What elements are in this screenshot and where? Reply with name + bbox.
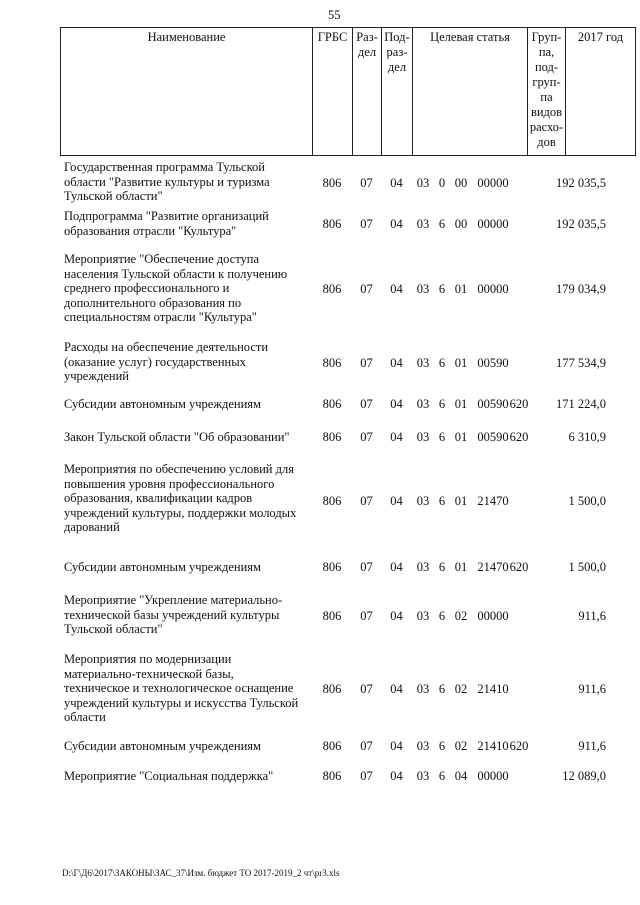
row-name: Мероприятие "Социальная поддержка"	[64, 769, 274, 783]
row-target-direction: 00000	[477, 609, 509, 623]
row-razdel: 07	[360, 682, 373, 696]
row-razdel: 07	[360, 609, 373, 623]
row-podrazdel: 04	[390, 609, 403, 623]
row-podrazdel: 04	[390, 430, 403, 444]
header-gruppa: Груп- па, под- груп- па видов расхо- дов	[528, 28, 566, 156]
row-target-program: 03	[416, 609, 430, 623]
row-name: Мероприятие "Обеспечение доступа населения Тульской области к получению среднего профессионального и дополнительного образования по специальностям отрасли "Культура"	[64, 252, 288, 324]
row-podrazdel: 04	[390, 282, 403, 296]
footer-file-path: D:\Г\Д6\2017\ЗАКОНЫ\ЗАС_37\Изм. бюджет ТО 2017-2019_2 чт\рr3.xls	[62, 868, 340, 878]
row-target-program: 03	[416, 430, 430, 444]
row-razdel: 07	[360, 430, 373, 444]
row-target-direction: 00000	[477, 769, 509, 783]
row-sum: 192 035,5	[556, 176, 606, 190]
row-sum: 179 034,9	[556, 282, 606, 296]
row-grbs: 806	[322, 769, 342, 783]
row-sum: 171 224,0	[556, 397, 606, 411]
row-sum: 177 534,9	[556, 356, 606, 370]
row-target-program: 03	[416, 494, 430, 508]
row-target-subprogram: 6	[438, 282, 446, 296]
row-target-subprogram: 0	[438, 176, 446, 190]
row-target-direction: 21470	[477, 560, 509, 574]
page-number: 55	[328, 8, 341, 22]
row-target-direction: 21410	[477, 682, 509, 696]
row-target-event: 00	[454, 176, 468, 190]
row-name: Государственная программа Тульской области "Развитие культуры и туризма Тульской области"	[64, 160, 270, 203]
row-sum: 1 500,0	[568, 560, 606, 574]
row-grbs: 806	[322, 682, 342, 696]
row-podrazdel: 04	[390, 217, 403, 231]
row-grbs: 806	[322, 217, 342, 231]
row-target-event: 01	[454, 430, 468, 444]
row-name: Мероприятия по обеспечению условий для повышения уровня профессионального образования, квалификации кадров учреждений культуры, поддержки молодых дарований	[64, 462, 297, 534]
row-target-direction: 00000	[477, 217, 509, 231]
row-grbs: 806	[322, 397, 342, 411]
row-target-subprogram: 6	[438, 609, 446, 623]
row-razdel: 07	[360, 739, 373, 753]
row-target-subprogram: 6	[438, 494, 446, 508]
row-target-program: 03	[416, 682, 430, 696]
row-podrazdel: 04	[390, 560, 403, 574]
row-grbs: 806	[322, 609, 342, 623]
row-name: Субсидии автономным учреждениям	[64, 739, 261, 753]
header-razdel: Раз- дел	[353, 28, 382, 156]
row-name: Подпрограмма "Развитие организаций образования отрасли "Культура"	[64, 209, 269, 238]
row-razdel: 07	[360, 494, 373, 508]
row-podrazdel: 04	[390, 494, 403, 508]
row-grbs: 806	[322, 176, 342, 190]
row-target-subprogram: 6	[438, 430, 446, 444]
row-target-event: 02	[454, 609, 468, 623]
row-target-event: 00	[454, 217, 468, 231]
row-target-event: 04	[454, 769, 468, 783]
row-target-program: 03	[416, 769, 430, 783]
row-target-event: 01	[454, 560, 468, 574]
row-name: Расходы на обеспечение деятельности (оказание услуг) государственных учреждений	[64, 340, 269, 383]
row-grbs: 806	[322, 494, 342, 508]
row-podrazdel: 04	[390, 176, 403, 190]
row-name: Мероприятие "Укрепление материально- технической базы учреждений культуры Тульской области"	[64, 593, 283, 636]
row-podrazdel: 04	[390, 739, 403, 753]
row-group: 620	[509, 397, 529, 411]
row-grbs: 806	[322, 282, 342, 296]
row-sum: 12 089,0	[562, 769, 606, 783]
row-target-subprogram: 6	[438, 560, 446, 574]
header-year: 2017 год	[566, 28, 636, 156]
row-target-program: 03	[416, 176, 430, 190]
header-grbs: ГРБС	[313, 28, 353, 156]
row-name: Мероприятия по модернизации материально-технической базы, техническое и технологическое оснащение учреждений культуры и искусства Тульской области	[64, 652, 299, 724]
row-target-program: 03	[416, 217, 430, 231]
row-group: 620	[509, 560, 529, 574]
row-podrazdel: 04	[390, 769, 403, 783]
row-razdel: 07	[360, 769, 373, 783]
row-sum: 911,6	[578, 739, 606, 753]
row-grbs: 806	[322, 356, 342, 370]
row-grbs: 806	[322, 739, 342, 753]
row-podrazdel: 04	[390, 397, 403, 411]
row-target-direction: 21470	[477, 494, 509, 508]
row-target-program: 03	[416, 282, 430, 296]
row-razdel: 07	[360, 397, 373, 411]
row-target-event: 01	[454, 494, 468, 508]
row-target-direction: 00590	[477, 356, 509, 370]
row-grbs: 806	[322, 430, 342, 444]
row-razdel: 07	[360, 217, 373, 231]
row-razdel: 07	[360, 356, 373, 370]
row-grbs: 806	[322, 560, 342, 574]
row-razdel: 07	[360, 176, 373, 190]
row-target-program: 03	[416, 560, 430, 574]
row-target-direction: 00000	[477, 282, 509, 296]
row-target-subprogram: 6	[438, 739, 446, 753]
row-sum: 1 500,0	[568, 494, 606, 508]
row-target-event: 01	[454, 397, 468, 411]
header-name: Наименование	[61, 28, 313, 156]
row-name: Закон Тульской области "Об образовании"	[64, 430, 290, 444]
row-podrazdel: 04	[390, 356, 403, 370]
row-group: 620	[509, 430, 529, 444]
row-target-subprogram: 6	[438, 397, 446, 411]
row-sum: 911,6	[578, 682, 606, 696]
row-target-event: 02	[454, 739, 468, 753]
row-target-program: 03	[416, 356, 430, 370]
header-podrazdel: Под- раз- дел	[382, 28, 413, 156]
row-target-direction: 21410	[477, 739, 509, 753]
row-name: Субсидии автономным учреждениям	[64, 560, 261, 574]
row-podrazdel: 04	[390, 682, 403, 696]
row-target-subprogram: 6	[438, 356, 446, 370]
row-target-program: 03	[416, 397, 430, 411]
row-target-event: 02	[454, 682, 468, 696]
row-target-subprogram: 6	[438, 682, 446, 696]
row-name: Субсидии автономным учреждениям	[64, 397, 261, 411]
row-target-event: 01	[454, 356, 468, 370]
header-celevaya: Целевая статья	[413, 28, 528, 156]
row-razdel: 07	[360, 282, 373, 296]
row-target-event: 01	[454, 282, 468, 296]
row-sum: 911,6	[578, 609, 606, 623]
row-target-direction: 00590	[477, 397, 509, 411]
row-target-direction: 00590	[477, 430, 509, 444]
row-target-subprogram: 6	[438, 217, 446, 231]
row-sum: 192 035,5	[556, 217, 606, 231]
row-sum: 6 310,9	[568, 430, 606, 444]
row-target-direction: 00000	[477, 176, 509, 190]
row-group: 620	[509, 739, 529, 753]
row-target-subprogram: 6	[438, 769, 446, 783]
row-razdel: 07	[360, 560, 373, 574]
row-target-program: 03	[416, 739, 430, 753]
